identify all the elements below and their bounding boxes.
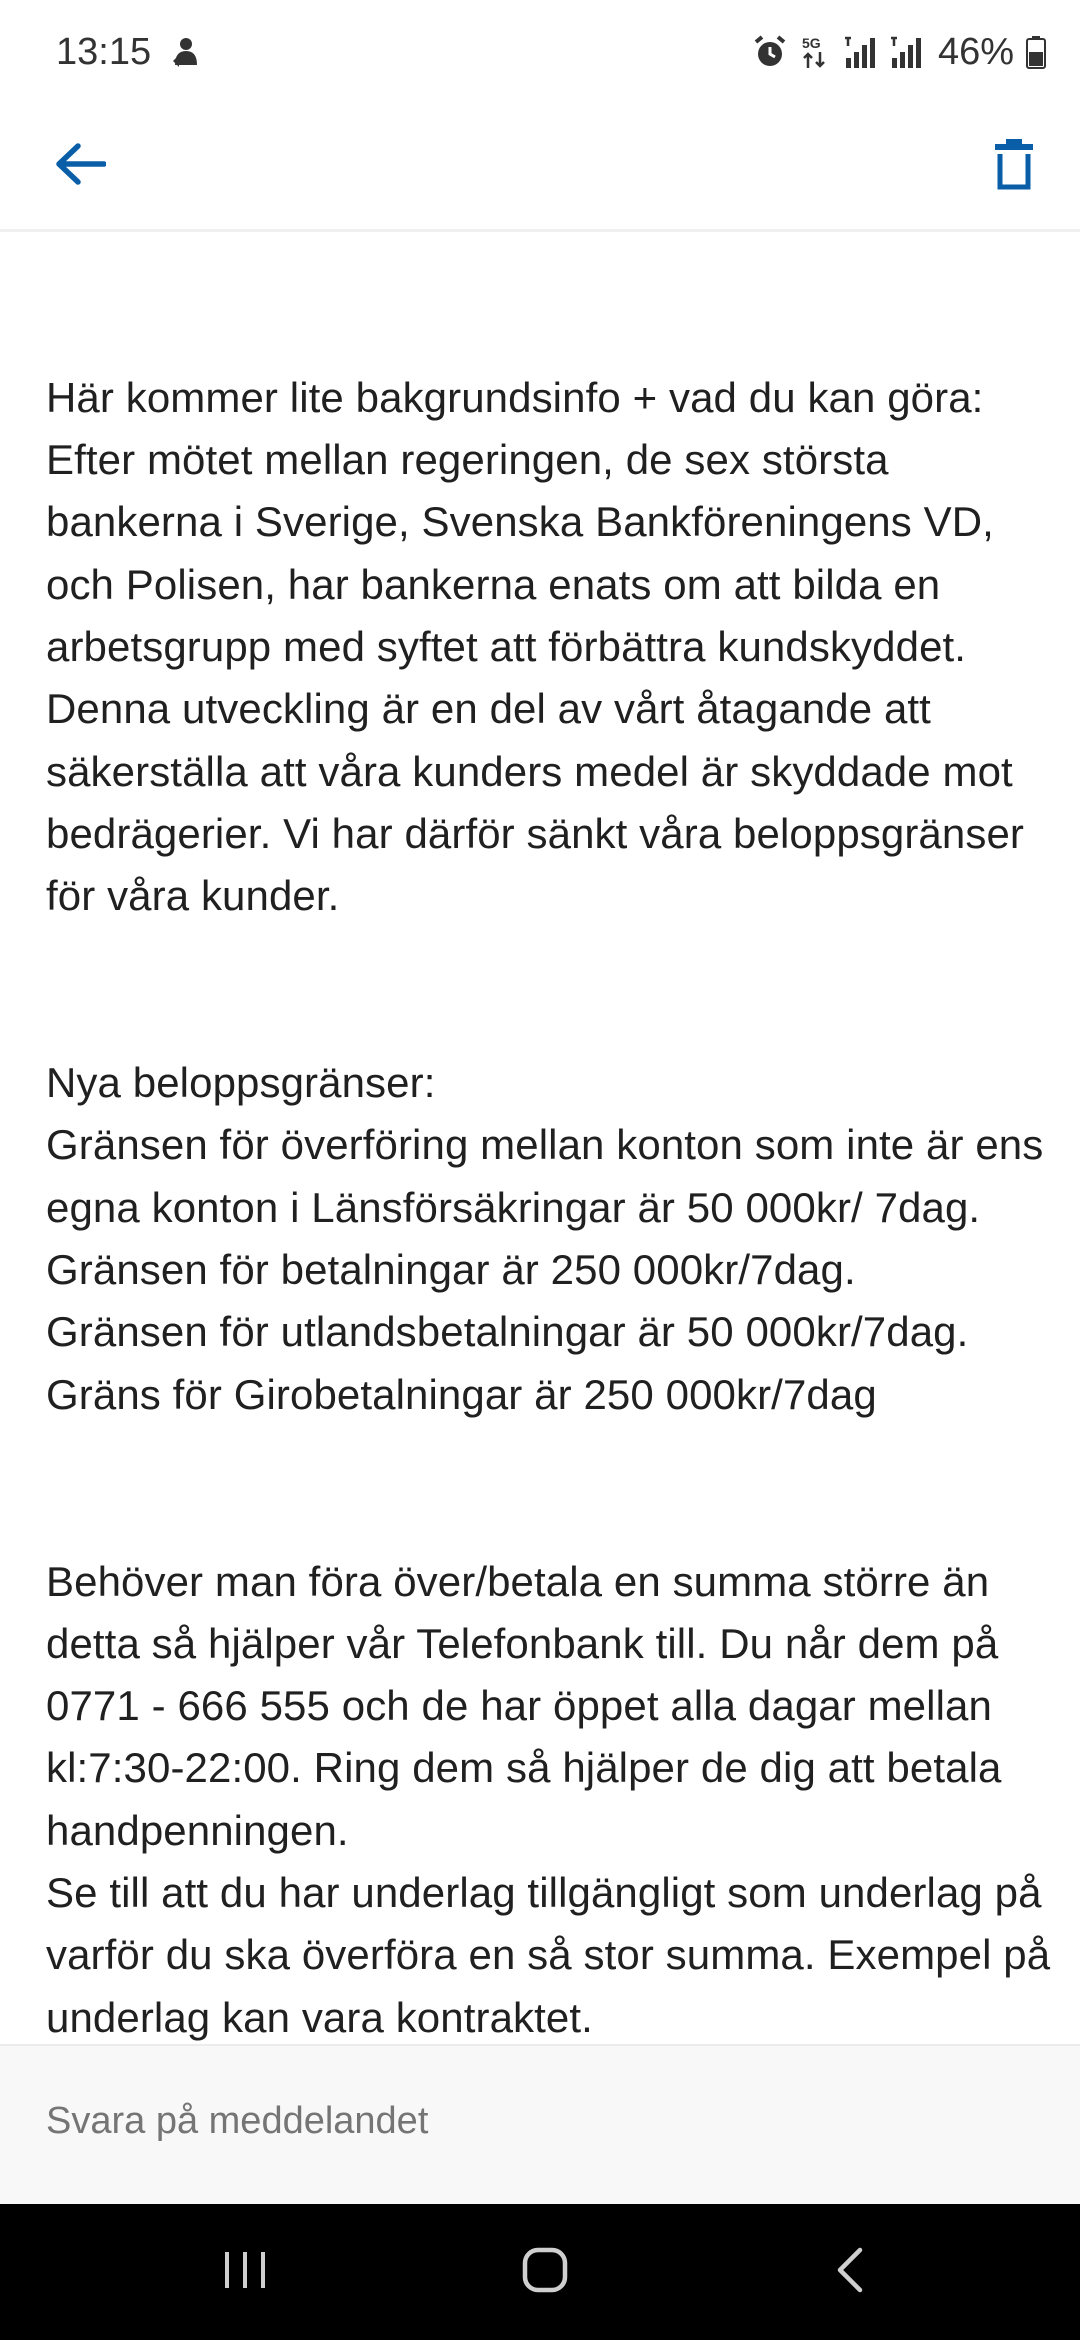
reply-input[interactable]: Svara på meddelandet <box>46 2100 429 2142</box>
status-bar <box>0 0 1080 104</box>
recents-button[interactable] <box>200 2240 290 2304</box>
battery-percentage: 46% <box>937 30 1014 73</box>
status-left <box>56 31 203 74</box>
home-icon <box>521 2246 569 2299</box>
message-body <box>0 232 1080 2044</box>
arrow-left-icon <box>54 142 106 191</box>
status-time: 13:15 <box>56 30 152 73</box>
back-button[interactable] <box>40 126 120 206</box>
signal-bars-icon <box>888 34 922 70</box>
svg-text:5G: 5G <box>801 35 821 51</box>
delete-button[interactable] <box>974 126 1054 206</box>
system-back-button[interactable] <box>805 2240 895 2304</box>
home-button[interactable] <box>500 2240 590 2304</box>
alarm-clock-icon <box>752 34 788 70</box>
navigation-bar <box>0 2204 1080 2340</box>
status-right <box>752 31 1046 74</box>
message-paragraph-background: Här kommer lite bakgrundsinfo + vad du kan göra: Efter mötet mellan regeringen, de sex största bankerna i Sverige, Svenska Bankföreningens VD, och Polisen, har bankerna enats om att bilda en arbetsgrupp med syftet att förbättra kundskyddet. Denna utveckling är en del av vårt åtagande att säkerställa att våra kunders medel är skyddade mot bedrägerier. Vi har därför sänkt våra beloppsgränser för våra kunder. <box>46 373 1024 920</box>
message-paragraph-telephone-bank: Behöver man föra över/betala en summa större än detta så hjälper vår Telefonbank till. Du når dem på 0771 - 666 555 och de har öppet alla dagar mellan kl:7:30-22:00. Ring dem så hjälper de dig att betala handpenningen. Se till att du har underlag tillgängligt som underlag på varför du ska överföra en så stor summa. Exempel på underlag kan vara kontraktet. <box>46 1557 1051 2041</box>
message-paragraph-limits: Nya beloppsgränser: Gränsen för överföring mellan konton som inte är ens egna konton i Länsförsäkringar är 50 000kr/ 7dag. Gränsen för betalningar är 250 000kr/7dag. Gränsen för utlandsbetalningar är 50 000kr/7dag. Gräns för Girobetalningar är 250 000kr/7dag <box>46 1059 1044 1418</box>
5g-data-icon <box>800 34 830 70</box>
person-silhouette-icon <box>169 35 203 69</box>
battery-icon <box>1026 35 1046 69</box>
recents-icon <box>222 2250 268 2295</box>
app-bar <box>0 104 1080 232</box>
chevron-left-icon <box>834 2246 866 2299</box>
message-text <box>46 232 1056 2044</box>
signal-bars-icon <box>842 34 876 70</box>
trash-icon <box>994 138 1034 195</box>
reply-bar[interactable] <box>0 2044 1080 2204</box>
